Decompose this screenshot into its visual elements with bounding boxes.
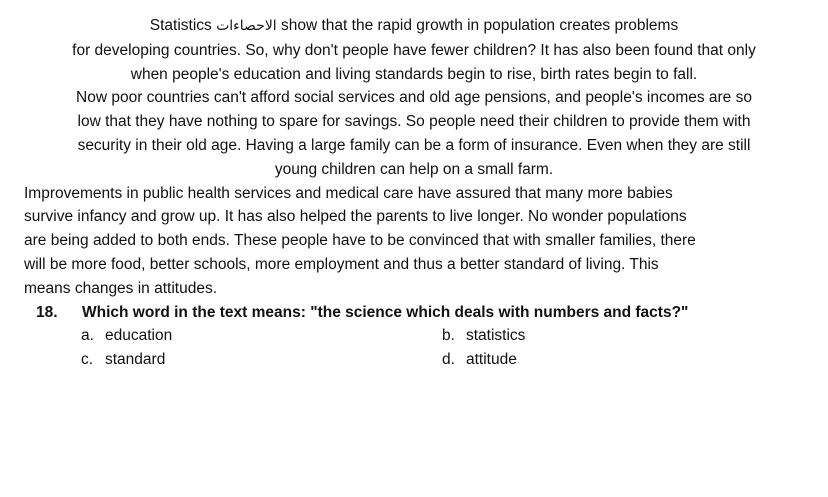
option-d[interactable] — [442, 348, 517, 372]
question-number: 18. — [36, 303, 58, 321]
document-page — [0, 14, 828, 372]
option-letter: d. — [442, 351, 455, 369]
arabic-word: الاحصاءات — [216, 18, 277, 34]
paragraph-2-line-3: security in their old age. Having a large family can be a form of insurance. Even when they are still — [77, 136, 751, 154]
paragraph-1-line-3: when people's education and living standards begin to rise, birth rates begin to fall. — [130, 65, 698, 83]
paragraph-3-line-3: are being added to both ends. These people have to be convinced that with smaller families, there — [24, 232, 696, 250]
option-text: statistics — [466, 327, 526, 345]
option-a[interactable] — [81, 324, 172, 348]
option-letter: a. — [81, 327, 94, 345]
paragraph-1-line-1 — [0, 14, 828, 39]
text-segment: Statistics — [149, 17, 217, 34]
option-text: education — [105, 327, 173, 345]
paragraph-2-line-1: Now poor countries can't afford social services and old age pensions, and people's incomes are so — [76, 89, 752, 107]
paragraph-1 — [0, 14, 828, 86]
option-c[interactable] — [81, 348, 165, 372]
paragraph-2 — [0, 86, 828, 181]
paragraph-1-line-2: for developing countries. So, why don't people have fewer children? It has also been found that only — [72, 41, 756, 59]
option-text: attitude — [466, 351, 517, 369]
paragraph-3-line-1: Improvements in public health services and medical care have assured that many more babies — [24, 184, 673, 202]
paragraph-3-line-2: survive infancy and grow up. It has also helped the parents to live longer. No wonder populations — [24, 208, 687, 226]
option-text: standard — [105, 351, 166, 369]
paragraph-2-line-4: young children can help on a small farm. — [274, 160, 554, 178]
paragraph-3-line-5: means changes in attitudes. — [24, 279, 218, 297]
paragraph-3-line-4: will be more food, better schools, more employment and thus a better standard of living. This — [24, 255, 659, 273]
option-b[interactable] — [442, 324, 525, 348]
text-segment: show that the rapid growth in population creates problems — [276, 17, 679, 34]
question-18 — [0, 301, 828, 325]
paragraph-2-line-2: low that they have nothing to spare for savings. So people need their children to provide them with — [77, 113, 751, 131]
paragraph-3 — [0, 182, 828, 301]
option-letter: c. — [81, 351, 94, 369]
question-text: Which word in the text means: "the science which deals with numbers and facts?" — [82, 303, 689, 321]
answer-options — [0, 324, 828, 372]
option-letter: b. — [442, 327, 455, 345]
